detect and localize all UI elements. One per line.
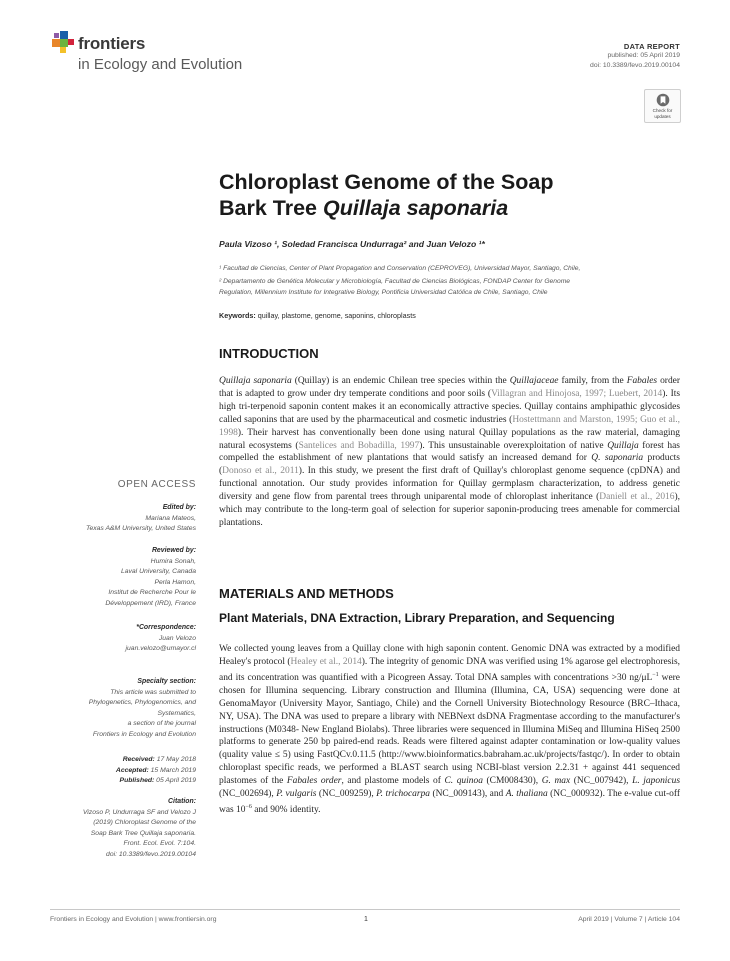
sidebar-reviewed-by: Reviewed by: Humira Sonah, Laval University, Canada Perla Hamon, Institut de Recherche Pour le Développement (IRD), France — [50, 546, 196, 609]
email-link[interactable]: juan.velozo@umayor.cl — [125, 645, 196, 652]
bookmark-icon — [656, 93, 670, 107]
logo-wordmark: frontiers — [78, 34, 146, 53]
reviewer-link[interactable]: Perla Hamon, — [154, 578, 196, 586]
citation-doi-link[interactable]: doi: 10.3389/fevo.2019.00104 — [106, 850, 196, 858]
affiliation-2 — [219, 277, 689, 298]
title-line-1: Chloroplast Genome of the Soap — [219, 170, 554, 194]
journal-name: in Ecology and Evolution — [78, 56, 243, 73]
introduction-paragraph: Quillaja saponaria (Quillay) is an endemic Chilean tree species within the Quillajaceae family, from the Fabales order that is adapted to grow under dry temperate conditions and poor soils (Villagran and Hinojosa, 1997; Luebert, 2014). Its high tri-terpenoid saponin content makes it an economically attractive species. Quillay contains amphipathic glycosides called saponins that are used by the pharmaceutical and cosmetic industries (Hostettmann and Marston, 1995; Guo et al., 1998). Their harvest has conventionally been done using natural Quillay populations as the raw material, damaging natural ecosystems (Santelices and Bobadilla, 1997). This unsustainable overexploitation of native Quillaja forest has compelled the establishment of new plantations that would satisfy an increased demand for Q. saponaria products (Donoso et al., 2011). In this study, we present the first draft of Quillay's chloroplast genome sequence (cpDNA) and functional annotation. Our study provides information for Quillay germplasm characterization, to address genetic diversity and gene flow from parental trees through uniparental mode of chloroplast inheritance (Daniell et al., 2016), which may contribute to the long-term goal of selection for superior saponin-producing trees amenable for commercial plantations. — [219, 376, 681, 528]
citation-link[interactable]: Hostettmann and Marston, 1995; Guo et al., 1998 — [219, 414, 680, 438]
article-title — [219, 169, 679, 221]
sidebar-edited-by: Edited by: Mariana Mateos, Texas A&M University, United States — [50, 503, 196, 535]
methods-paragraph: We collected young leaves from a Quillay clone with high saponin content. Genomic DNA was extracted by a modified Healey's protocol (Healey et al., 2014). The integrity of genomic DNA was verified using 1% agarose gel electrophoresis, and its concentration was quantified with a Picogreen Assay. Total DNA samples with concentrations >30 $ng/\mu L^{-1}$ were chosen for Illumina sequencing. Library construction and Illumina (Illumina, CA, USA) sequencing were done at GenomaMayor (University Mayor, Santiago, Chile) and the Cornell University Biotechnology Resource (BRC–Ithaca, NY, USA). The DNA was used to prepare a library with NEBNext dsDNA Fragmentase according to the manufacturer's instructions (M0348- New England Biolabs). Three libraries were sequenced in Illumina MiSeq and Illumina HiSeq 2500 platforms to generate 250 bp paired-end reads. Reads were filtered against adapter contamination or low-quality values (quality value ≤ 5) using FastQCv.0.11.5 (http://www.bioinformatics.babraham.ac.uk/projects/fastqc/). In order to obtain chloroplast specific reads, we performed a BLAST search using NCBI-blast version 2.2.31 + against 441 sequenced plastomes of the Fabales order, and plastome models of C. quinoa (CM008430), G. max (NC_007942), L. japonicus (NC_002694), P. vulgaris (NC_009259), P. trichocarpa (NC_009143), and A. thaliana (NC_000932). The e-value cut-off was $10^{-6}$ and 90% identity. — [219, 644, 681, 816]
sidebar-citation: Citation: Vizoso P, Undurraga SF and Velozo J (2019) Chloroplast Genome of the Soap Bark Tree Quillaja saponaria. Front. Ecol. Evol. 7:104. doi: 10.3389/fevo.2019.00104 — [50, 797, 196, 860]
sidebar-dates: Received: 17 May 2018 Accepted: 15 March 2019 Published: 05 April 2019 — [115, 756, 196, 784]
keywords-label: Keywords: — [219, 311, 256, 320]
citation-link[interactable]: Donoso et al., 2011 — [222, 466, 299, 477]
citation-link[interactable]: Santelices and Bobadilla, 1997 — [298, 440, 420, 451]
keywords-list: quillay, plastome, genome, saponins, chloroplasts — [255, 311, 416, 320]
keywords — [219, 311, 416, 320]
sidebar-correspondence: *Correspondence: Juan Velozo juan.velozo@umayor.cl — [50, 623, 196, 655]
doi-link[interactable]: doi: 10.3389/fevo.2019.00104 — [590, 62, 680, 69]
citation-link[interactable]: Healey et al., 2014 — [290, 656, 362, 667]
methods-subheading: Plant Materials, DNA Extraction, Library Preparation, and Sequencing — [219, 611, 615, 625]
journal-logo[interactable] — [52, 30, 282, 75]
check-for-updates-button[interactable] — [644, 89, 681, 123]
page-number: 1 — [364, 916, 368, 923]
sidebar-specialty-section: Specialty section: This article was submitted to Phylogenetics, Phylogenomics, and Systematics, a section of the journal Frontiers in Ecology and Evolution — [88, 678, 196, 738]
footer-issue: April 2019 | Volume 7 | Article 104 — [578, 916, 680, 923]
article-type: DATA REPORT — [623, 42, 680, 51]
footer-divider — [50, 909, 680, 910]
introduction-heading: INTRODUCTION — [219, 346, 319, 361]
open-access-label: OPEN ACCESS — [117, 479, 196, 490]
affiliation-1: ¹ Facultad de Ciencias, Center of Plant Propagation and Conservation (CEPROVEG), Universidad Mayor, Santiago, Chile, — [219, 265, 581, 272]
citation-link[interactable]: Daniell et al., 2016 — [599, 492, 675, 503]
check-updates-line1: Check for — [652, 108, 673, 113]
affiliation-2-line-2: Regulation, Millennium Institute for Integrative Biology, Pontificia Universidad Católica de Chile, Santiago, Chile — [219, 288, 548, 296]
published-date: published: 05 April 2019 — [607, 52, 680, 59]
frontiers-logo-mark-icon — [52, 31, 76, 55]
report-meta — [420, 42, 680, 71]
editor-link[interactable]: Mariana Mateos, — [145, 514, 196, 522]
author-list[interactable]: Paula Vizoso ¹, Soledad Francisca Undurraga² and Juan Velozo ¹* — [219, 239, 485, 249]
citation-link[interactable]: Villagran and Hinojosa, 1997; Luebert, 2014 — [491, 388, 663, 399]
footer-journal[interactable]: Frontiers in Ecology and Evolution | www.frontiersin.org — [50, 916, 217, 923]
check-updates-line2: updates — [654, 114, 671, 119]
methods-heading: MATERIALS AND METHODS — [219, 586, 394, 601]
title-line-2: Bark Tree — [219, 196, 323, 220]
reviewer-link[interactable]: Humira Sonah, — [150, 557, 196, 565]
affiliation-2-line-1: ² Departamento de Genética Molecular y Microbiología, Facultad de Ciencias Biológicas, FONDAP Center for Genome — [219, 278, 571, 285]
title-species: Quillaja saponaria — [322, 196, 509, 220]
